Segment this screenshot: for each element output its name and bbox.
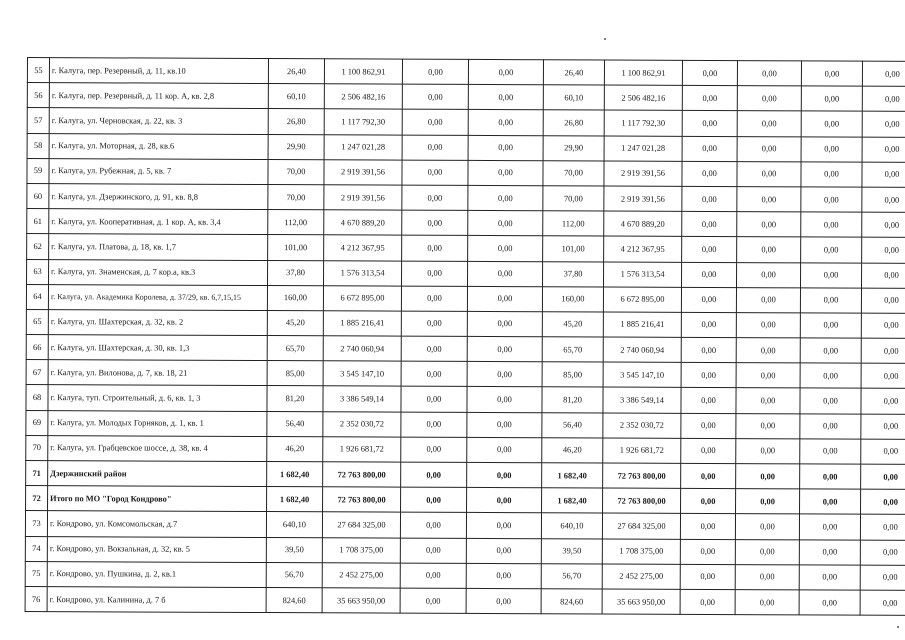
address-cell: г. Кондрово, ул. Пушкина, д. 2, кв.1: [47, 561, 266, 587]
value-cell: 0,00: [402, 160, 468, 185]
value-cell: 65,70: [542, 337, 603, 362]
value-cell: 0,00: [736, 312, 800, 337]
value-cell: 0,00: [402, 261, 468, 286]
value-cell: 3 545 147,10: [603, 362, 681, 388]
value-cell: 0,00: [800, 313, 861, 338]
value-cell: 6 672 895,00: [603, 287, 681, 313]
row-number-cell: 56: [27, 83, 49, 108]
value-cell: 1 682,40: [542, 463, 603, 488]
row-number-cell: 64: [26, 284, 48, 309]
table-row: [25, 586, 905, 615]
value-cell: 0,00: [401, 311, 467, 336]
address-cell: г. Калуга, пер. Резервный, д. 11, кв.10: [49, 58, 268, 84]
row-number-cell: 55: [27, 58, 49, 83]
table-body: [25, 58, 905, 616]
scan-speck: [897, 626, 899, 628]
value-cell: 160,00: [267, 285, 323, 310]
value-cell: 35 663 950,00: [602, 589, 680, 615]
row-number-cell: 72: [26, 486, 48, 511]
table-row: [26, 309, 905, 338]
value-cell: 0,00: [681, 413, 736, 438]
table-row: [27, 133, 905, 162]
value-cell: 81,20: [542, 387, 603, 412]
value-cell: 85,00: [542, 362, 603, 387]
value-cell: 0,00: [736, 489, 800, 514]
value-cell: 0,00: [861, 489, 905, 514]
value-cell: 0,00: [467, 387, 542, 413]
row-number-cell: 71: [26, 460, 48, 485]
value-cell: 0,00: [467, 437, 542, 463]
value-cell: 0,00: [468, 85, 543, 111]
scan-speck: [604, 38, 606, 40]
value-cell: 0,00: [467, 412, 542, 438]
value-cell: 26,80: [543, 110, 604, 135]
value-cell: 2 919 391,56: [604, 186, 682, 212]
value-cell: 0,00: [401, 286, 467, 311]
value-cell: 0,00: [801, 111, 862, 136]
value-cell: 0,00: [682, 161, 737, 186]
value-cell: 0,00: [402, 135, 468, 160]
value-cell: 0,00: [799, 514, 860, 539]
table-row: [26, 284, 905, 313]
value-cell: 26,80: [268, 109, 324, 134]
address-cell: г. Кондрово, ул. Комсомольская, д.7: [47, 511, 266, 537]
address-cell: г. Кондрово, ул. Вокзальная, д. 32, кв. 5: [47, 536, 266, 562]
table-row: [26, 460, 905, 489]
value-cell: 0,00: [736, 338, 800, 363]
value-cell: 0,00: [467, 336, 542, 362]
table-row: [27, 209, 905, 238]
value-cell: 0,00: [680, 589, 735, 614]
value-cell: 0,00: [468, 211, 543, 237]
value-cell: 70,00: [268, 184, 324, 209]
value-cell: 2 352 030,72: [323, 411, 401, 437]
value-cell: 0,00: [861, 414, 905, 439]
value-cell: 2 740 060,94: [323, 336, 401, 362]
value-cell: 1 247 021,28: [604, 136, 682, 162]
value-cell: 0,00: [800, 363, 861, 388]
row-number-cell: 62: [27, 234, 49, 259]
address-cell: г. Калуга, ул. Кооперативная, д. 1 кор. А, кв. 3,4: [49, 209, 268, 235]
value-cell: 0,00: [468, 185, 543, 211]
value-cell: 0,00: [468, 261, 543, 287]
value-cell: 70,00: [543, 161, 604, 186]
value-cell: 3 386 549,14: [323, 386, 401, 412]
value-cell: 0,00: [467, 362, 542, 388]
address-cell: г. Калуга, ул. Академика Королева, д. 37/29, кв. 6,7,15,15: [48, 284, 267, 310]
value-cell: 0,00: [680, 564, 735, 589]
value-cell: 0,00: [800, 388, 861, 413]
table-row: [26, 360, 905, 389]
row-number-cell: 75: [25, 561, 47, 586]
value-cell: 0,00: [737, 61, 801, 86]
row-number-cell: 74: [25, 536, 47, 561]
value-cell: 0,00: [861, 288, 905, 313]
value-cell: 0,00: [801, 61, 862, 86]
value-cell: 65,70: [267, 336, 323, 361]
value-cell: 0,00: [861, 338, 905, 363]
value-cell: 0,00: [468, 160, 543, 186]
value-cell: 0,00: [466, 538, 541, 564]
value-cell: 1 926 681,72: [603, 438, 681, 464]
table-row: [25, 536, 905, 565]
table-row: [27, 158, 905, 187]
value-cell: 39,50: [266, 537, 322, 562]
value-cell: 0,00: [736, 363, 800, 388]
address-cell: г. Калуга, ул. Шахтерская, д. 32, кв. 2: [48, 309, 267, 335]
value-cell: 1 682,40: [267, 462, 323, 487]
row-number-cell: 68: [26, 385, 48, 410]
value-cell: 0,00: [861, 389, 905, 414]
value-cell: 0,00: [860, 540, 905, 565]
value-cell: 0,00: [861, 363, 905, 388]
value-cell: 0,00: [736, 438, 800, 463]
value-cell: 37,80: [543, 261, 604, 286]
value-cell: 26,40: [268, 59, 324, 84]
value-cell: 0,00: [860, 565, 905, 590]
value-cell: 0,00: [860, 590, 905, 615]
value-cell: 0,00: [800, 464, 861, 489]
value-cell: 0,00: [467, 286, 542, 312]
table-row: [26, 435, 905, 464]
value-cell: 112,00: [543, 211, 604, 236]
value-cell: 0,00: [860, 515, 905, 540]
value-cell: 0,00: [681, 463, 736, 488]
value-cell: 0,00: [400, 563, 466, 588]
address-cell: г. Кондрово, ул. Калинина, д. 7 б: [47, 587, 266, 613]
value-cell: 1 576 313,54: [604, 262, 682, 288]
value-cell: 0,00: [801, 136, 862, 161]
value-cell: 0,00: [682, 237, 737, 262]
value-cell: 0,00: [862, 61, 905, 86]
row-number-cell: 59: [27, 158, 49, 183]
value-cell: 0,00: [681, 489, 736, 514]
row-number-cell: 69: [26, 410, 48, 435]
value-cell: 640,10: [266, 512, 322, 537]
value-cell: 0,00: [468, 236, 543, 262]
value-cell: 1 885 216,41: [323, 311, 401, 337]
value-cell: 0,00: [400, 538, 466, 563]
value-cell: 0,00: [801, 187, 862, 212]
value-cell: 112,00: [268, 210, 324, 235]
address-cell: г. Калуга, ул. Рубежная, д. 5, кв. 7: [49, 158, 268, 184]
value-cell: 2 919 391,56: [604, 161, 682, 187]
value-cell: 2 506 482,16: [604, 85, 682, 111]
value-cell: 0,00: [799, 565, 860, 590]
value-cell: 1 117 792,30: [604, 110, 682, 136]
value-cell: 4 212 367,95: [324, 235, 402, 261]
address-cell: г. Калуга, ул. Дзержинского, д. 91, кв. 8,8: [49, 184, 268, 210]
address-cell: г. Калуга, ул. Грабцевское шоссе, д. 38, кв. 4: [48, 435, 267, 461]
value-cell: 2 919 391,56: [324, 160, 402, 186]
value-cell: 2 919 391,56: [324, 185, 402, 211]
value-cell: 0,00: [800, 338, 861, 363]
value-cell: 3 545 147,10: [323, 361, 401, 387]
value-cell: 70,00: [268, 159, 324, 184]
value-cell: 0,00: [400, 588, 466, 613]
address-cell: г. Калуга, туп. Строительный, д. 6, кв. 1, 3: [48, 385, 267, 411]
value-cell: 0,00: [737, 212, 801, 237]
value-cell: 824,60: [266, 587, 322, 612]
value-cell: 0,00: [737, 86, 801, 111]
value-cell: 0,00: [861, 439, 905, 464]
value-cell: 0,00: [466, 513, 541, 539]
value-cell: 0,00: [401, 387, 467, 412]
value-cell: 0,00: [737, 187, 801, 212]
value-cell: 0,00: [800, 439, 861, 464]
value-cell: 0,00: [862, 112, 905, 137]
value-cell: 0,00: [400, 513, 466, 538]
value-cell: 0,00: [735, 514, 799, 539]
value-cell: 0,00: [401, 487, 467, 512]
value-cell: 0,00: [682, 111, 737, 136]
value-cell: 0,00: [468, 59, 543, 85]
address-cell: г. Калуга, ул. Вилонова, д. 7, кв. 18, 21: [48, 360, 267, 386]
value-cell: 0,00: [735, 539, 799, 564]
value-cell: 29,90: [268, 134, 324, 159]
value-cell: 0,00: [402, 59, 468, 84]
value-cell: 39,50: [541, 538, 602, 563]
value-cell: 0,00: [862, 187, 905, 212]
row-number-cell: 63: [27, 259, 49, 284]
address-cell: г. Калуга, ул. Моторная, д. 28, кв.6: [49, 133, 268, 159]
row-number-cell: 76: [25, 586, 47, 611]
value-cell: 1 100 862,91: [324, 59, 402, 85]
value-cell: 4 670 889,20: [604, 211, 682, 237]
value-cell: 0,00: [736, 464, 800, 489]
value-cell: 0,00: [862, 162, 905, 187]
value-cell: 1 682,40: [267, 487, 323, 512]
table-row: [27, 234, 905, 263]
value-cell: 0,00: [681, 388, 736, 413]
value-cell: 56,70: [541, 563, 602, 588]
value-cell: 0,00: [737, 237, 801, 262]
value-cell: 0,00: [799, 539, 860, 564]
value-cell: 0,00: [801, 262, 862, 287]
value-cell: 0,00: [681, 287, 736, 312]
value-cell: 45,20: [542, 312, 603, 337]
value-cell: 27 684 325,00: [602, 513, 680, 539]
value-cell: 0,00: [682, 262, 737, 287]
row-number-cell: 61: [27, 209, 49, 234]
table-row: [26, 335, 905, 364]
value-cell: 0,00: [737, 136, 801, 161]
value-cell: 160,00: [542, 286, 603, 311]
value-cell: 0,00: [401, 412, 467, 437]
value-cell: 60,10: [543, 85, 604, 110]
value-cell: 101,00: [543, 236, 604, 261]
value-cell: 56,70: [266, 562, 322, 587]
value-cell: 2 452 275,00: [602, 564, 680, 590]
row-number-cell: 60: [27, 183, 49, 208]
value-cell: 824,60: [541, 589, 602, 614]
value-cell: 56,40: [542, 412, 603, 437]
value-cell: 37,80: [268, 260, 324, 285]
value-cell: 1 708 375,00: [322, 537, 400, 563]
value-cell: 0,00: [680, 514, 735, 539]
value-cell: 72 763 800,00: [603, 488, 681, 514]
row-number-cell: 66: [26, 335, 48, 360]
value-cell: 0,00: [681, 337, 736, 362]
value-cell: 0,00: [681, 438, 736, 463]
value-cell: 0,00: [861, 464, 905, 489]
value-cell: 4 670 889,20: [324, 210, 402, 236]
value-cell: 0,00: [467, 311, 542, 337]
value-cell: 0,00: [468, 135, 543, 161]
value-cell: 0,00: [800, 288, 861, 313]
value-cell: 1 117 792,30: [324, 109, 402, 135]
value-cell: 0,00: [467, 488, 542, 514]
table-row: [25, 511, 905, 540]
value-cell: 46,20: [542, 438, 603, 463]
value-cell: 0,00: [736, 287, 800, 312]
value-cell: 1 247 021,28: [324, 134, 402, 160]
value-cell: 26,40: [543, 60, 604, 85]
value-cell: 56,40: [267, 411, 323, 436]
value-cell: 0,00: [401, 462, 467, 487]
address-cell: Дзержинский район: [48, 461, 267, 487]
value-cell: 2 452 275,00: [322, 563, 400, 589]
value-cell: 72 763 800,00: [603, 463, 681, 489]
address-cell: Итого по МО "Город Кондрово": [48, 486, 267, 512]
row-number-cell: 73: [25, 511, 47, 536]
address-cell: г. Калуга, пер. Резервный, д. 11 кор. А, кв. 2,8: [49, 83, 268, 109]
value-cell: 0,00: [737, 161, 801, 186]
value-cell: 45,20: [267, 310, 323, 335]
value-cell: 72 763 800,00: [323, 487, 401, 513]
value-cell: 0,00: [401, 361, 467, 386]
value-cell: 6 672 895,00: [323, 285, 401, 311]
value-cell: 1 926 681,72: [323, 437, 401, 463]
value-cell: 60,10: [268, 84, 324, 109]
value-cell: 0,00: [735, 564, 799, 589]
address-cell: г. Калуга, ул. Молодых Горняков, д. 1, кв. 1: [48, 410, 267, 436]
value-cell: 1 885 216,41: [603, 312, 681, 338]
row-number-cell: 70: [26, 435, 48, 460]
value-cell: 0,00: [801, 212, 862, 237]
value-cell: 0,00: [801, 162, 862, 187]
value-cell: 0,00: [736, 388, 800, 413]
value-cell: 85,00: [267, 361, 323, 386]
value-cell: 0,00: [402, 210, 468, 235]
value-cell: 0,00: [682, 136, 737, 161]
value-cell: 0,00: [862, 263, 905, 288]
row-number-cell: 65: [26, 309, 48, 334]
value-cell: 0,00: [800, 489, 861, 514]
value-cell: 0,00: [682, 211, 737, 236]
row-number-cell: 58: [27, 133, 49, 158]
value-cell: 0,00: [401, 336, 467, 361]
table-row: [26, 486, 905, 515]
address-cell: г. Калуга, ул. Знаменская, д. 7 кор.а, кв.3: [49, 259, 268, 285]
value-cell: 81,20: [267, 386, 323, 411]
address-cell: г. Калуга, ул. Платова, д. 18, кв. 1,7: [49, 234, 268, 260]
value-cell: 0,00: [402, 84, 468, 109]
table-row: [27, 183, 905, 212]
value-cell: 1 708 375,00: [602, 539, 680, 565]
value-cell: 1 100 862,91: [604, 60, 682, 86]
value-cell: 0,00: [862, 237, 905, 262]
value-cell: 3 386 549,14: [603, 387, 681, 413]
value-cell: 29,90: [543, 135, 604, 160]
value-cell: 0,00: [402, 185, 468, 210]
value-cell: 70,00: [543, 186, 604, 211]
value-cell: 0,00: [799, 590, 860, 615]
table-row: [26, 385, 905, 414]
value-cell: 0,00: [800, 414, 861, 439]
value-cell: 35 663 950,00: [322, 588, 400, 614]
value-cell: 0,00: [737, 111, 801, 136]
value-cell: 0,00: [801, 237, 862, 262]
value-cell: 0,00: [862, 86, 905, 111]
address-cell: г. Калуга, ул. Шахтерская, д. 30, кв. 1,3: [48, 335, 267, 361]
value-cell: 1 576 313,54: [324, 260, 402, 286]
value-cell: 0,00: [736, 413, 800, 438]
value-cell: 101,00: [268, 235, 324, 260]
table-row: [26, 410, 905, 439]
value-cell: 0,00: [682, 186, 737, 211]
value-cell: 0,00: [468, 110, 543, 136]
value-cell: 0,00: [680, 539, 735, 564]
value-cell: 0,00: [682, 60, 737, 85]
document-sheet: [25, 57, 900, 616]
table-row: [27, 108, 905, 137]
value-cell: 2 740 060,94: [603, 337, 681, 363]
row-number-cell: 57: [27, 108, 49, 133]
value-cell: 0,00: [737, 262, 801, 287]
value-cell: 2 352 030,72: [603, 413, 681, 439]
value-cell: 46,20: [267, 436, 323, 461]
value-cell: 0,00: [401, 437, 467, 462]
value-cell: 0,00: [402, 110, 468, 135]
table-row: [27, 58, 905, 87]
value-cell: 0,00: [862, 137, 905, 162]
table-row: [27, 259, 905, 288]
value-cell: 4 212 367,95: [604, 236, 682, 262]
address-cell: г. Калуга, ул. Черновская, д. 22, кв. 3: [49, 108, 268, 134]
value-cell: 0,00: [402, 235, 468, 260]
table-row: [27, 83, 905, 112]
value-cell: 0,00: [801, 86, 862, 111]
value-cell: 0,00: [682, 86, 737, 111]
value-cell: 72 763 800,00: [323, 462, 401, 488]
table-row: [25, 561, 905, 590]
value-cell: 0,00: [467, 462, 542, 488]
value-cell: 0,00: [862, 212, 905, 237]
value-cell: 640,10: [541, 513, 602, 538]
value-cell: 0,00: [735, 590, 799, 615]
value-cell: 0,00: [681, 363, 736, 388]
value-cell: 0,00: [466, 563, 541, 589]
value-cell: 0,00: [861, 313, 905, 338]
value-cell: 0,00: [681, 312, 736, 337]
value-cell: 2 506 482,16: [324, 84, 402, 110]
housing-table: [25, 57, 905, 616]
value-cell: 27 684 325,00: [322, 512, 400, 538]
value-cell: 0,00: [466, 588, 541, 614]
row-number-cell: 67: [26, 360, 48, 385]
value-cell: 1 682,40: [542, 488, 603, 513]
